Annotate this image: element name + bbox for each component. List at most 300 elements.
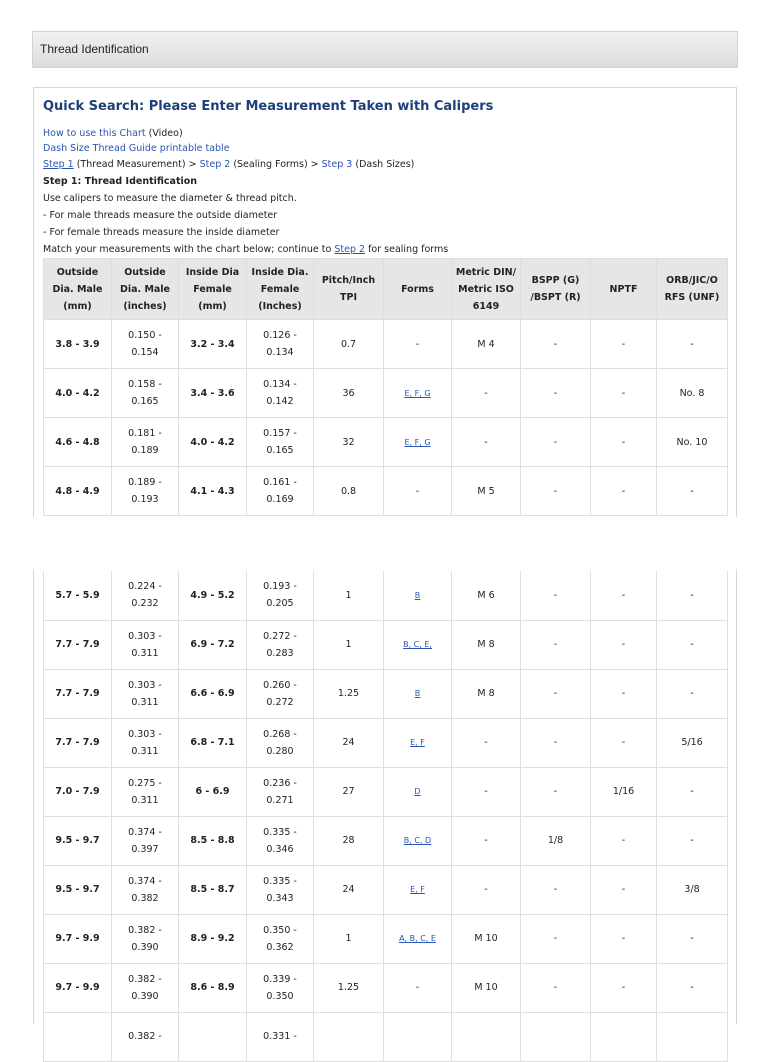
forms-value[interactable]: E, F, G <box>404 437 431 447</box>
inside-dia-inches <box>247 620 314 669</box>
how-to-link[interactable]: How to use this Chart <box>43 128 146 139</box>
metric-din <box>452 865 521 914</box>
inside-dia-inches-value: 0.280 <box>266 745 294 757</box>
bspp-bspt <box>521 669 591 718</box>
table-row <box>44 816 728 865</box>
orb-jic-orfs <box>657 914 728 963</box>
bspp-bspt <box>521 418 591 467</box>
column-header-line: Forms <box>401 283 434 295</box>
inside-dia-inches-value: 0.362 <box>266 941 294 953</box>
column-header-line: Female <box>260 283 300 295</box>
outside-dia-inches <box>112 467 179 516</box>
table-row <box>44 767 728 816</box>
bspp-bspt-value: - <box>553 982 558 993</box>
outside-dia-inches-value: 0.382 - <box>128 973 162 985</box>
forms[interactable] <box>384 865 452 914</box>
metric-din-value: M 5 <box>477 485 495 497</box>
inside-dia-mm <box>179 669 247 718</box>
instruction-1: Use calipers to measure the diameter & thread pitch. <box>43 193 297 204</box>
nptf <box>591 865 657 914</box>
orb-jic-orfs-value: No. 8 <box>679 387 705 399</box>
table-row <box>44 669 728 718</box>
pitch-tpi <box>314 418 384 467</box>
outside-dia-mm <box>44 963 112 1012</box>
pitch-tpi-value: 32 <box>342 436 355 448</box>
metric-din-value: - <box>484 436 488 448</box>
orb-jic-orfs-value: - <box>690 933 694 944</box>
forms <box>384 320 452 369</box>
outside-dia-mm <box>44 767 112 816</box>
pitch-tpi-value: 24 <box>342 884 355 895</box>
pitch-tpi <box>314 669 384 718</box>
pitch-tpi <box>314 963 384 1012</box>
outside-dia-inches <box>112 1012 179 1061</box>
metric-din-value: - <box>484 835 488 846</box>
inside-dia-mm-value: 8.9 - 9.2 <box>190 933 235 944</box>
orb-jic-orfs-value: - <box>690 688 694 699</box>
outside-dia-inches-value: 0.150 - <box>128 330 162 341</box>
forms[interactable] <box>384 418 452 467</box>
table-row <box>44 467 728 516</box>
column-header-line: Inside Dia. <box>251 266 309 278</box>
outside-dia-inches-value: 0.397 <box>131 843 159 855</box>
column-header-line: 6149 <box>472 300 500 312</box>
inside-dia-mm <box>179 571 247 620</box>
pitch-tpi <box>314 865 384 914</box>
page-header-bar <box>32 31 738 68</box>
forms[interactable] <box>384 767 452 816</box>
bspp-bspt-value: - <box>553 737 558 748</box>
orb-jic-orfs <box>657 1012 728 1061</box>
inside-dia-mm-value: 4.9 - 5.2 <box>190 589 235 601</box>
step2-text: (Sealing Forms) > <box>230 159 322 170</box>
outside-dia-inches <box>112 914 179 963</box>
page-header-title: Thread Identification <box>40 42 149 56</box>
inside-dia-mm-value: 6.9 - 7.2 <box>190 639 235 650</box>
bspp-bspt <box>521 963 591 1012</box>
column-header-line: /BSPT (R) <box>530 292 581 303</box>
outside-dia-inches-value: 0.311 <box>131 647 159 659</box>
metric-din-value: M 10 <box>474 933 498 944</box>
outside-dia-inches-value: 0.232 <box>131 598 159 610</box>
inside-dia-mm-value: 8.5 - 8.8 <box>190 835 235 846</box>
inside-dia-mm <box>179 718 247 767</box>
pitch-tpi <box>314 620 384 669</box>
table-row <box>44 914 728 963</box>
orb-jic-orfs <box>657 816 728 865</box>
forms <box>384 963 452 1012</box>
instruction-4-prefix: Match your measurements with the chart below; continue to <box>43 244 335 255</box>
inside-dia-inches-value: 0.271 <box>266 794 294 806</box>
outside-dia-inches-value: 0.189 <box>131 445 159 456</box>
column-header-line: Dia. Male <box>119 283 171 295</box>
column-header <box>44 259 112 320</box>
outside-dia-mm <box>44 816 112 865</box>
outside-dia-inches-value: 0.374 - <box>128 826 162 838</box>
forms[interactable] <box>384 669 452 718</box>
bspp-bspt-value: - <box>553 387 558 399</box>
table-row <box>44 418 728 467</box>
inside-dia-inches-value: 0.272 - <box>263 630 297 642</box>
forms-value[interactable]: E, F, G <box>404 388 431 398</box>
column-header-line: RFS (UNF) <box>664 292 720 303</box>
inside-dia-inches-value: 0.272 <box>266 696 294 708</box>
outside-dia-inches-value: 0.181 - <box>128 428 162 439</box>
orb-jic-orfs <box>657 571 728 620</box>
inside-dia-mm <box>179 767 247 816</box>
forms <box>384 1012 452 1061</box>
metric-din <box>452 669 521 718</box>
inside-dia-inches-value: 0.350 <box>266 990 294 1002</box>
inside-dia-mm <box>179 914 247 963</box>
bspp-bspt-value: - <box>553 338 558 350</box>
column-header-line: TPI <box>340 292 357 303</box>
column-header-line: Dia. Male <box>52 283 103 295</box>
outside-dia-mm <box>44 369 112 418</box>
pitch-tpi <box>314 369 384 418</box>
forms[interactable] <box>384 369 452 418</box>
metric-din <box>452 1012 521 1061</box>
nptf-value: - <box>621 688 626 699</box>
column-header-line: (mm) <box>198 300 227 312</box>
inside-dia-inches-value: 0.165 <box>266 445 294 456</box>
inside-dia-inches <box>247 467 314 516</box>
inside-dia-mm <box>179 369 247 418</box>
pitch-tpi-value: 0.7 <box>340 338 357 350</box>
outside-dia-mm <box>44 865 112 914</box>
inside-dia-mm <box>179 816 247 865</box>
inside-dia-mm <box>179 620 247 669</box>
forms <box>384 467 452 516</box>
bspp-bspt-value: - <box>553 639 558 650</box>
outside-dia-mm-value: 9.5 - 9.7 <box>55 884 100 895</box>
bspp-bspt <box>521 767 591 816</box>
table-row <box>44 320 728 369</box>
table-header-row <box>44 259 728 320</box>
outside-dia-inches <box>112 369 179 418</box>
inside-dia-mm <box>179 1012 247 1061</box>
nptf <box>591 418 657 467</box>
inside-dia-inches <box>247 963 314 1012</box>
thread-table-bottom <box>43 571 728 1062</box>
outside-dia-mm <box>44 1012 112 1061</box>
inside-dia-inches <box>247 320 314 369</box>
pitch-tpi <box>314 914 384 963</box>
table-row <box>44 963 728 1012</box>
pitch-tpi <box>314 816 384 865</box>
forms-value[interactable]: B <box>414 689 421 698</box>
outside-dia-mm-value: 9.5 - 9.7 <box>55 835 100 846</box>
outside-dia-mm <box>44 320 112 369</box>
outside-dia-inches-value: 0.193 <box>131 494 159 505</box>
outside-dia-inches-value: 0.165 <box>131 396 159 407</box>
inside-dia-inches <box>247 571 314 620</box>
thread-chart-panel-continued <box>33 569 737 1042</box>
bspp-bspt <box>521 865 591 914</box>
step2-inline-link[interactable]: Step 2 <box>334 244 366 255</box>
nptf <box>591 571 657 620</box>
inside-dia-inches-value: 0.157 - <box>263 428 297 439</box>
inside-dia-inches-value: 0.335 - <box>263 875 297 887</box>
outside-dia-mm <box>44 669 112 718</box>
dash-guide-link[interactable]: Dash Size Thread Guide printable table <box>43 143 230 154</box>
metric-din <box>452 418 521 467</box>
column-header <box>112 259 179 320</box>
table-row <box>44 620 728 669</box>
nptf <box>591 369 657 418</box>
inside-dia-inches-value: 0.236 - <box>263 777 297 789</box>
how-to-suffix: (Video) <box>145 128 183 139</box>
bspp-bspt-value: 1/8 <box>547 835 564 846</box>
pitch-tpi-value: 27 <box>342 786 355 797</box>
table-row <box>44 571 728 620</box>
bspp-bspt <box>521 620 591 669</box>
pitch-tpi-value: 28 <box>342 835 355 846</box>
outside-dia-mm <box>44 914 112 963</box>
orb-jic-orfs-value: - <box>690 982 694 993</box>
pitch-tpi <box>314 718 384 767</box>
forms[interactable] <box>384 816 452 865</box>
inside-dia-mm-value: 4.0 - 4.2 <box>190 436 235 448</box>
inside-dia-inches-value: 0.260 - <box>263 679 297 691</box>
nptf-value: - <box>621 835 626 846</box>
column-header <box>179 259 247 320</box>
metric-din <box>452 963 521 1012</box>
inside-dia-mm-value: 6.8 - 7.1 <box>190 737 235 748</box>
orb-jic-orfs-value: - <box>690 835 694 846</box>
bspp-bspt-value: - <box>553 933 558 944</box>
bspp-bspt <box>521 718 591 767</box>
forms-value[interactable]: E, F <box>410 885 425 894</box>
metric-din <box>452 816 521 865</box>
nptf-value: - <box>621 436 626 448</box>
outside-dia-mm <box>44 418 112 467</box>
column-header-line: BSPP (G) <box>531 275 580 286</box>
outside-dia-inches-value: 0.303 - <box>128 679 162 691</box>
metric-din <box>452 767 521 816</box>
metric-din-value: M 10 <box>474 982 498 993</box>
how-to-line <box>43 128 183 139</box>
inside-dia-inches <box>247 369 314 418</box>
metric-din-value: - <box>484 786 488 797</box>
instruction-3: - For female threads measure the inside diameter <box>43 227 280 238</box>
table-row <box>44 865 728 914</box>
metric-din <box>452 620 521 669</box>
column-header <box>314 259 384 320</box>
inside-dia-mm <box>179 418 247 467</box>
outside-dia-inches-value: 0.382 - <box>128 1031 162 1042</box>
outside-dia-inches-value: 0.224 - <box>128 581 162 593</box>
step1-link[interactable]: Step 1 <box>43 159 74 170</box>
inside-dia-inches-value: 0.268 - <box>263 728 297 740</box>
outside-dia-inches-value: 0.311 <box>131 794 159 806</box>
step-breadcrumb <box>43 159 414 170</box>
bspp-bspt <box>521 467 591 516</box>
orb-jic-orfs-value: - <box>690 485 694 497</box>
column-header <box>384 259 452 320</box>
orb-jic-orfs <box>657 418 728 467</box>
inside-dia-inches <box>247 418 314 467</box>
outside-dia-mm <box>44 571 112 620</box>
column-header-line: ORB/JIC/O <box>666 275 718 286</box>
nptf <box>591 620 657 669</box>
table-row <box>44 1012 728 1061</box>
thread-table-top <box>43 258 728 516</box>
inside-dia-inches-value: 0.134 - <box>263 379 297 390</box>
column-header-line: NPTF <box>609 283 638 295</box>
orb-jic-orfs <box>657 718 728 767</box>
bspp-bspt-value: - <box>553 688 558 699</box>
inside-dia-inches-value: 0.343 <box>266 892 294 904</box>
outside-dia-inches <box>112 718 179 767</box>
orb-jic-orfs <box>657 865 728 914</box>
forms[interactable] <box>384 571 452 620</box>
outside-dia-mm-value: 4.6 - 4.8 <box>55 436 100 448</box>
orb-jic-orfs <box>657 320 728 369</box>
bspp-bspt <box>521 1012 591 1061</box>
outside-dia-inches-value: 0.158 - <box>128 379 162 390</box>
step-heading: Step 1: Thread Identification <box>43 176 198 187</box>
column-header-line: Pitch/Inch <box>321 275 376 286</box>
inside-dia-inches-value: 0.346 <box>266 843 294 855</box>
instruction-4 <box>43 244 448 255</box>
forms-value: - <box>415 338 420 350</box>
outside-dia-inches-value: 0.390 <box>131 990 159 1002</box>
metric-din <box>452 467 521 516</box>
outside-dia-inches <box>112 669 179 718</box>
outside-dia-mm-value: 9.7 - 9.9 <box>55 933 100 944</box>
column-header-line: (Inches) <box>258 300 302 312</box>
nptf-value: - <box>621 982 626 993</box>
nptf <box>591 816 657 865</box>
inside-dia-mm <box>179 963 247 1012</box>
outside-dia-inches-value: 0.382 <box>131 892 159 904</box>
inside-dia-mm-value: 8.6 - 8.9 <box>190 982 235 993</box>
forms-value[interactable]: B, C, E, <box>403 640 432 649</box>
outside-dia-mm-value: 4.8 - 4.9 <box>55 485 100 497</box>
orb-jic-orfs <box>657 767 728 816</box>
bspp-bspt-value: - <box>553 884 558 895</box>
bspp-bspt-value: - <box>553 786 558 797</box>
pitch-tpi <box>314 571 384 620</box>
inside-dia-mm-value: 8.5 - 8.7 <box>190 884 235 895</box>
nptf <box>591 767 657 816</box>
outside-dia-inches <box>112 963 179 1012</box>
forms[interactable] <box>384 620 452 669</box>
pitch-tpi <box>314 467 384 516</box>
orb-jic-orfs <box>657 620 728 669</box>
pitch-tpi-value: 24 <box>342 737 355 748</box>
column-header-line: Metric ISO <box>458 283 514 295</box>
column-header-line: Outside <box>124 266 166 278</box>
pitch-tpi-value: 1.25 <box>337 982 360 993</box>
outside-dia-inches-value: 0.382 - <box>128 924 162 936</box>
pitch-tpi-value: 1 <box>345 639 352 650</box>
inside-dia-inches <box>247 865 314 914</box>
column-header <box>247 259 314 320</box>
forms-value[interactable]: E, F <box>410 738 425 747</box>
step1-text: (Thread Measurement) > <box>73 159 200 170</box>
outside-dia-inches <box>112 816 179 865</box>
forms[interactable] <box>384 718 452 767</box>
inside-dia-inches <box>247 1012 314 1061</box>
bspp-bspt <box>521 816 591 865</box>
orb-jic-orfs-value: 5/16 <box>681 737 703 748</box>
outside-dia-mm <box>44 718 112 767</box>
orb-jic-orfs <box>657 669 728 718</box>
inside-dia-inches-value: 0.134 <box>266 347 294 358</box>
forms-value[interactable]: B <box>414 590 421 600</box>
nptf-value: - <box>621 639 626 650</box>
outside-dia-inches-value: 0.189 - <box>128 477 162 488</box>
metric-din <box>452 914 521 963</box>
dash-guide-line <box>43 143 230 154</box>
inside-dia-inches-value: 0.335 - <box>263 826 297 838</box>
inside-dia-inches-value: 0.142 <box>266 396 294 407</box>
step2-link[interactable]: Step 2 <box>199 159 231 170</box>
inside-dia-inches-value: 0.126 - <box>263 330 297 341</box>
nptf <box>591 914 657 963</box>
step3-link[interactable]: Step 3 <box>321 159 353 170</box>
pitch-tpi-value: 1 <box>345 589 352 601</box>
nptf <box>591 963 657 1012</box>
nptf <box>591 320 657 369</box>
column-header-line: Outside <box>56 266 99 278</box>
step3-text: (Dash Sizes) <box>352 159 415 170</box>
outside-dia-inches <box>112 865 179 914</box>
bspp-bspt-value: - <box>553 436 558 448</box>
outside-dia-mm <box>44 467 112 516</box>
forms-value[interactable]: B, C, D <box>403 836 432 845</box>
inside-dia-inches-value: 0.161 - <box>263 477 297 488</box>
outside-dia-inches-value: 0.154 <box>131 347 159 358</box>
metric-din-value: M 4 <box>477 338 495 350</box>
metric-din-value: - <box>484 387 488 399</box>
forms-value[interactable]: D <box>414 787 421 796</box>
forms-value[interactable]: A, B, C, E <box>399 934 436 943</box>
nptf-value: - <box>621 387 626 399</box>
nptf-value: - <box>621 338 626 350</box>
metric-din-value: M 6 <box>477 589 495 601</box>
orb-jic-orfs-value: - <box>690 338 694 350</box>
inside-dia-inches <box>247 718 314 767</box>
pitch-tpi <box>314 1012 384 1061</box>
nptf <box>591 1012 657 1061</box>
metric-din-value: M 8 <box>477 639 495 650</box>
pitch-tpi-value: 1 <box>345 933 352 944</box>
inside-dia-inches <box>247 914 314 963</box>
orb-jic-orfs-value: No. 10 <box>676 436 708 448</box>
table-row <box>44 718 728 767</box>
bspp-bspt-value: - <box>553 485 558 497</box>
outside-dia-inches-value: 0.303 - <box>128 728 162 740</box>
forms[interactable] <box>384 914 452 963</box>
nptf-value: - <box>621 485 626 497</box>
column-header-line: Inside Dia <box>185 266 240 278</box>
outside-dia-inches <box>112 620 179 669</box>
outside-dia-mm <box>44 620 112 669</box>
inside-dia-inches-value: 0.205 <box>266 598 294 610</box>
inside-dia-inches <box>247 669 314 718</box>
inside-dia-inches-value: 0.350 - <box>263 924 297 936</box>
inside-dia-mm <box>179 467 247 516</box>
orb-jic-orfs-value: - <box>690 786 694 797</box>
outside-dia-inches-value: 0.275 - <box>128 777 162 789</box>
nptf-value: - <box>621 589 626 601</box>
pitch-tpi-value: 36 <box>342 387 355 399</box>
outside-dia-mm-value: 7.7 - 7.9 <box>55 688 100 699</box>
inside-dia-inches-value: 0.283 <box>266 647 294 659</box>
